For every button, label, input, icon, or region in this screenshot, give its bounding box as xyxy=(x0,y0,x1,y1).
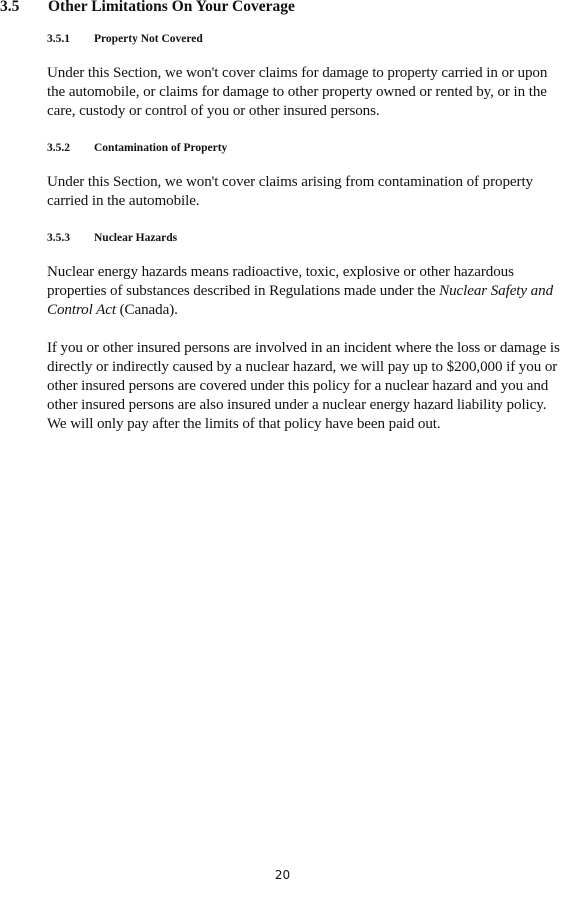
paragraph-text: Nuclear energy hazards means radioactive, toxic, explosive or other hazardous properties of substances described in Regulations made under the xyxy=(47,264,514,299)
subsection-number: 3.5.2 xyxy=(47,142,70,154)
paragraph-nuclear-definition xyxy=(47,263,565,320)
subsection-heading-property-not-covered xyxy=(47,32,203,46)
paragraph-contamination: Under this Section, we won't cover claims arising from contamination of property carried in the automobile. xyxy=(47,174,533,209)
subsection-heading-contamination xyxy=(47,141,227,155)
subsection-number: 3.5.1 xyxy=(47,33,70,45)
act-name: Nuclear Safety and Control Act xyxy=(47,283,554,318)
subsection-title: Property Not Covered xyxy=(94,33,203,45)
subsection-number: 3.5.3 xyxy=(47,232,70,244)
paragraph-text: (Canada). xyxy=(115,302,178,318)
section-heading xyxy=(0,0,295,16)
section-number: 3.5 xyxy=(0,0,20,15)
page-number: 20 xyxy=(274,868,291,882)
paragraph-nuclear-coverage: If you or other insured persons are involved in an incident where the loss or damage is directly or indirectly caused by a nuclear hazard, we will pay up to $200,000 if you or other insured persons are covered under this policy for a nuclear hazard and you and other insured persons are also insured under a nuclear energy hazard liability policy. We will only pay after the limits of that policy have been paid out. xyxy=(47,340,564,432)
subsection-title: Contamination of Property xyxy=(94,142,228,154)
subsection-title: Nuclear Hazards xyxy=(94,232,178,244)
paragraph-property-not-covered: Under this Section, we won't cover claims for damage to property carried in or upon the automobile, or claims for damage to other property owned or rented by, or in the care, custody or control of you or other insured persons. xyxy=(47,65,548,119)
section-title: Other Limitations On Your Coverage xyxy=(48,0,295,15)
subsection-heading-nuclear-hazards xyxy=(47,231,177,245)
